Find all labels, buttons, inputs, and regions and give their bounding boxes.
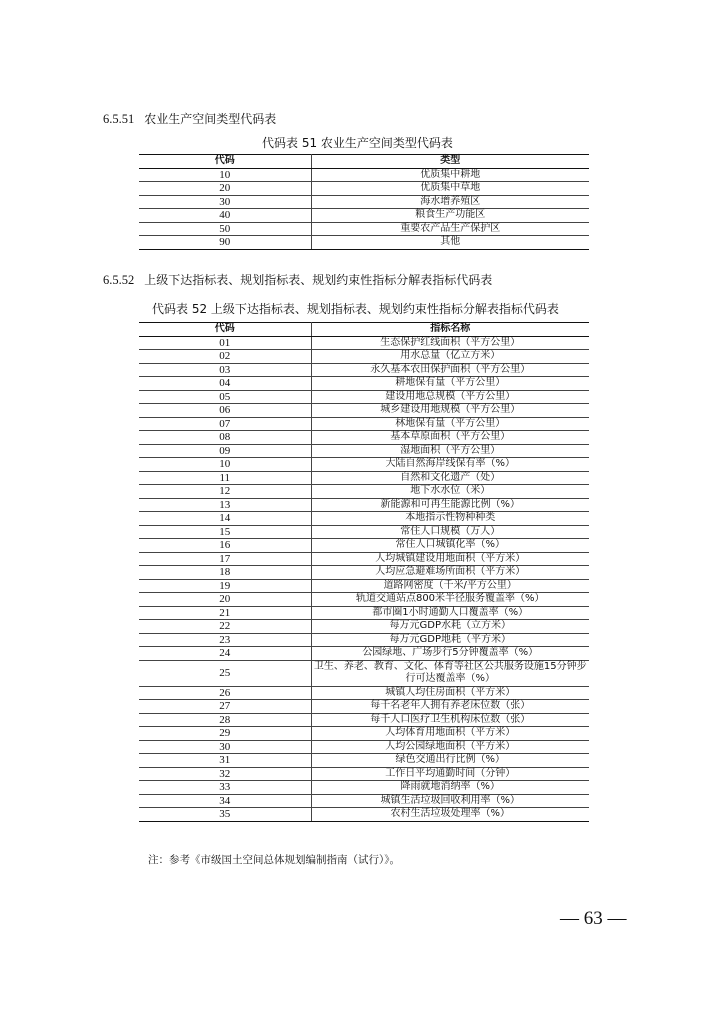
table-row <box>139 579 589 593</box>
table-row <box>139 168 589 182</box>
cell-name: 农村生活垃圾处理率（%） <box>311 808 589 822</box>
cell-code: 34 <box>139 794 311 808</box>
cell-code: 03 <box>139 363 311 377</box>
table-row <box>139 606 589 620</box>
cell-name: 人均公园绿地面积（平方米） <box>311 740 589 754</box>
cell-name: 生态保护红线面积（平方公里） <box>311 336 589 350</box>
cell-code: 26 <box>139 686 311 700</box>
table-row <box>139 498 589 512</box>
cell-name: 工作日平均通勤时间（分钟） <box>311 767 589 781</box>
cell-code: 10 <box>139 458 311 472</box>
table-row <box>139 236 589 250</box>
table-row <box>139 512 589 526</box>
table-row <box>139 404 589 418</box>
cell-name: 自然和文化遗产（处） <box>311 471 589 485</box>
table-row <box>139 754 589 768</box>
cell-name: 每万元GDP地耗（平方米） <box>311 633 589 647</box>
table-row <box>139 727 589 741</box>
cell-code: 16 <box>139 539 311 553</box>
cell-name: 降雨就地消纳率（%） <box>311 781 589 795</box>
cell-name: 轨道交通站点800米半径服务覆盖率（%） <box>311 593 589 607</box>
table-row <box>139 485 589 499</box>
cell-code: 33 <box>139 781 311 795</box>
section-52-heading <box>103 271 492 288</box>
cell-name: 常住人口城镇化率（%） <box>311 539 589 553</box>
cell-name: 都市圈1小时通勤人口覆盖率（%） <box>311 606 589 620</box>
cell-name: 优质集中草地 <box>311 182 589 196</box>
cell-code: 18 <box>139 566 311 580</box>
table-row <box>139 552 589 566</box>
cell-name: 粮食生产功能区 <box>311 209 589 223</box>
cell-code: 13 <box>139 498 311 512</box>
table-row <box>139 209 589 223</box>
table-row <box>139 390 589 404</box>
cell-code: 50 <box>139 222 311 236</box>
cell-code: 35 <box>139 808 311 822</box>
table-51 <box>139 154 589 250</box>
cell-name: 卫生、养老、教育、文化、体育等社区公共服务设施15分钟步行可达覆盖率（%） <box>311 660 589 686</box>
section-51-number: 6.5.51 <box>103 112 135 126</box>
header-indicator-name: 指标名称 <box>311 323 589 337</box>
cell-name: 建设用地总规模（平方公里） <box>311 390 589 404</box>
table-row <box>139 539 589 553</box>
table-row <box>139 336 589 350</box>
cell-name: 新能源和可再生能源比例（%） <box>311 498 589 512</box>
cell-name: 人均体育用地面积（平方米） <box>311 727 589 741</box>
table-row <box>139 808 589 822</box>
cell-code: 14 <box>139 512 311 526</box>
cell-name: 每千名老年人拥有养老床位数（张） <box>311 700 589 714</box>
table-row <box>139 686 589 700</box>
cell-code: 10 <box>139 168 311 182</box>
cell-code: 05 <box>139 390 311 404</box>
table-row <box>139 431 589 445</box>
table-row <box>139 363 589 377</box>
cell-name: 地下水水位（米） <box>311 485 589 499</box>
table-row <box>139 781 589 795</box>
cell-name: 耕地保有量（平方公里） <box>311 377 589 391</box>
table-52 <box>139 322 589 822</box>
cell-name: 用水总量（亿立方米） <box>311 350 589 364</box>
table-row <box>139 458 589 472</box>
cell-name: 湿地面积（平方公里） <box>311 444 589 458</box>
cell-code: 17 <box>139 552 311 566</box>
cell-name: 公园绿地、广场步行5分钟覆盖率（%） <box>311 647 589 661</box>
table-row <box>139 222 589 236</box>
cell-code: 22 <box>139 620 311 634</box>
table-row <box>139 566 589 580</box>
section-51-heading <box>103 110 276 127</box>
table-row <box>139 525 589 539</box>
table-row <box>139 417 589 431</box>
cell-code: 21 <box>139 606 311 620</box>
table-row <box>139 647 589 661</box>
table-52-caption: 代码表 52 上级下达指标表、规划指标表、规划约束性指标分解表指标代码表 <box>152 302 559 316</box>
table-row <box>139 700 589 714</box>
cell-code: 07 <box>139 417 311 431</box>
cell-code: 09 <box>139 444 311 458</box>
cell-code: 29 <box>139 727 311 741</box>
cell-name: 人均城镇建设用地面积（平方米） <box>311 552 589 566</box>
cell-name: 本地指示性物种种类 <box>311 512 589 526</box>
cell-code: 23 <box>139 633 311 647</box>
cell-name: 基本草原面积（平方公里） <box>311 431 589 445</box>
table-row <box>139 740 589 754</box>
cell-name: 林地保有量（平方公里） <box>311 417 589 431</box>
cell-name: 常住人口规模（万人） <box>311 525 589 539</box>
cell-code: 32 <box>139 767 311 781</box>
cell-code: 90 <box>139 236 311 250</box>
cell-name: 人均应急避难场所面积（平方米） <box>311 566 589 580</box>
section-52-title: 上级下达指标表、规划指标表、规划约束性指标分解表指标代码表 <box>144 273 493 287</box>
header-type: 类型 <box>311 155 589 169</box>
cell-name: 城镇生活垃圾回收利用率（%） <box>311 794 589 808</box>
page-number: — 63 — <box>560 908 627 929</box>
cell-code: 19 <box>139 579 311 593</box>
cell-code: 11 <box>139 471 311 485</box>
cell-name: 每千人口医疗卫生机构床位数（张） <box>311 713 589 727</box>
cell-name: 重要农产品生产保护区 <box>311 222 589 236</box>
table-row <box>139 195 589 209</box>
cell-name: 城乡建设用地规模（平方公里） <box>311 404 589 418</box>
table-row <box>139 377 589 391</box>
table-row <box>139 767 589 781</box>
cell-code: 04 <box>139 377 311 391</box>
cell-code: 06 <box>139 404 311 418</box>
cell-name: 其他 <box>311 236 589 250</box>
table-row <box>139 620 589 634</box>
cell-code: 30 <box>139 740 311 754</box>
cell-code: 24 <box>139 647 311 661</box>
table-note: 注：参考《市级国土空间总体规划编制指南（试行）》。 <box>148 854 400 866</box>
cell-code: 08 <box>139 431 311 445</box>
table-51-caption: 代码表 51 农业生产空间类型代码表 <box>262 136 453 150</box>
table-header-row <box>139 155 589 169</box>
cell-code: 20 <box>139 593 311 607</box>
cell-code: 25 <box>139 660 311 686</box>
cell-name: 每万元GDP水耗（立方米） <box>311 620 589 634</box>
cell-name: 永久基本农田保护面积（平方公里） <box>311 363 589 377</box>
cell-name: 城镇人均住房面积（平方米） <box>311 686 589 700</box>
cell-code: 28 <box>139 713 311 727</box>
cell-code: 27 <box>139 700 311 714</box>
cell-name: 大陆自然海岸线保有率（%） <box>311 458 589 472</box>
cell-code: 12 <box>139 485 311 499</box>
table-row <box>139 633 589 647</box>
cell-code: 31 <box>139 754 311 768</box>
cell-code: 02 <box>139 350 311 364</box>
table-row <box>139 444 589 458</box>
header-code: 代码 <box>139 155 311 169</box>
cell-name: 绿色交通出行比例（%） <box>311 754 589 768</box>
table-row <box>139 794 589 808</box>
table-row <box>139 182 589 196</box>
cell-code: 30 <box>139 195 311 209</box>
cell-name: 海水增养殖区 <box>311 195 589 209</box>
cell-code: 40 <box>139 209 311 223</box>
section-52-number: 6.5.52 <box>103 273 135 287</box>
table-row <box>139 593 589 607</box>
cell-code: 15 <box>139 525 311 539</box>
header-code: 代码 <box>139 323 311 337</box>
table-row <box>139 713 589 727</box>
section-51-title: 农业生产空间类型代码表 <box>144 112 277 126</box>
cell-code: 01 <box>139 336 311 350</box>
cell-name: 优质集中耕地 <box>311 168 589 182</box>
table-row <box>139 660 589 686</box>
table-header-row <box>139 323 589 337</box>
cell-code: 20 <box>139 182 311 196</box>
table-row <box>139 350 589 364</box>
table-row <box>139 471 589 485</box>
cell-name: 道路网密度（千米/平方公里） <box>311 579 589 593</box>
